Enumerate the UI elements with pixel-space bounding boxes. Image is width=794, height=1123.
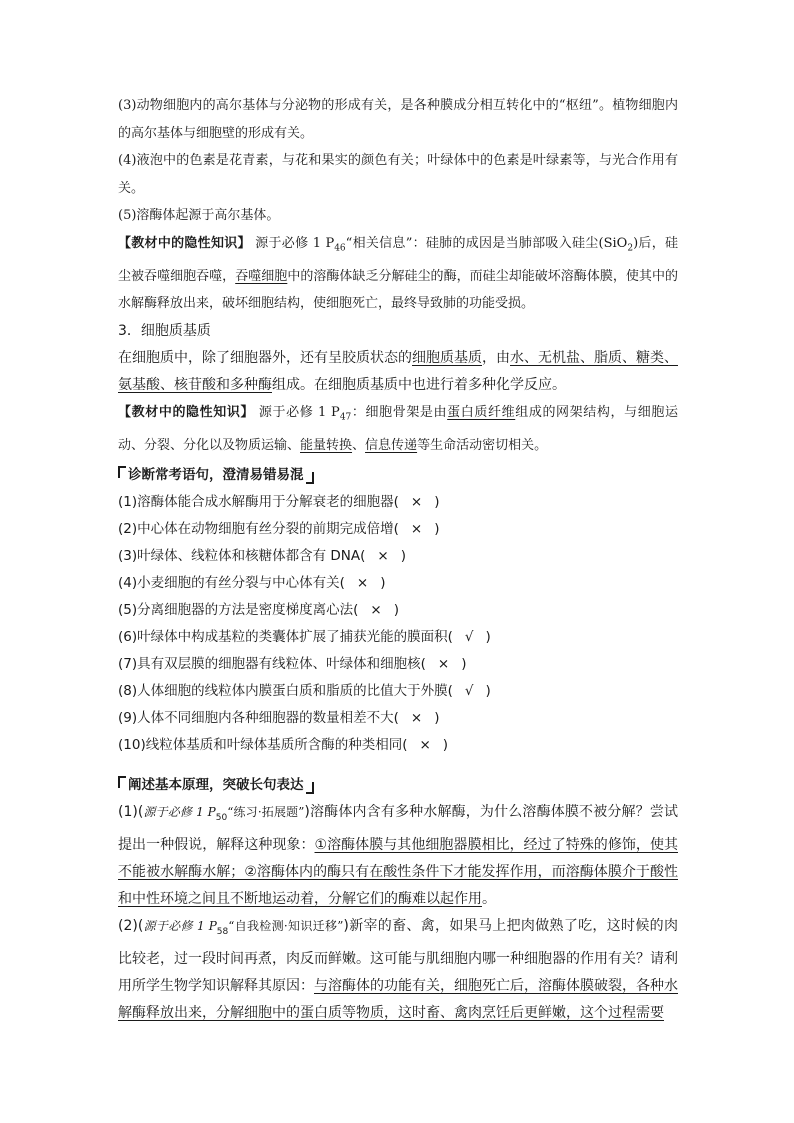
diagnosis-list: [118, 489, 678, 759]
explain-section-title: 阐述基本原理，突破长句表达: [118, 773, 314, 797]
hidden-knowledge-1: 【教材中的隐性知识】 源于必修 1 $P_{46}“$相关信息”：硅肺的成因是当肺部吸入硅尘(SiO$_2$)后，硅尘被吞噬细胞吞噬，吞噬细胞中的溶酶体缺乏分解硅尘的酶，而硅尘却能破坏溶酶体膜，使其中的水解酶释放出来，破坏细胞结构，使细胞死亡，最终导致肺的功能受损。: [118, 235, 678, 312]
question-1: (1)(源于必修 1 $P_{50}“$练习·拓展题”)溶酶体内含有多种水解酶，为什么溶酶体膜不被分解？尝试提出一种假说，解释这种现象：①溶酶体膜与其他细胞器膜相比，经过了特殊的修饰，使其不能被水解酶水解；②溶酶体内的酶只有在酸性条件下才能发挥作用，而溶酶体膜介于酸性和中性环境之间且不断地运动着，分解它们的酶难以起作用。: [118, 804, 678, 907]
page-content: [118, 92, 678, 1027]
list-item: (9)人体不同细胞内各种细胞器的数量相差不大( × ): [118, 710, 440, 727]
list-item: (5)分离细胞器的方法是密度梯度离心法( × ): [118, 602, 399, 619]
section-3-heading: 3．细胞质基质: [118, 322, 211, 339]
paragraph-4: (4)液泡中的色素是花青素，与花和果实的颜色有关；叶绿体中的色素是叶绿素等，与光合作用有关。: [118, 153, 678, 196]
list-item: (1)溶酶体能合成水解酶用于分解衰老的细胞器( × ): [118, 494, 440, 511]
list-item: (3)叶绿体、线粒体和核糖体都含有 DNA( × ): [118, 548, 407, 565]
list-item: (7)具有双层膜的细胞器有线粒体、叶绿体和细胞核( × ): [118, 656, 467, 673]
list-item: (10)线粒体基质和叶绿体基质所含酶的种类相同( × ): [118, 737, 449, 754]
question-2: (2)(源于必修 1 $P_{58}“$自我检测·知识迁移”)新宰的畜、禽，如果马上把肉做熟了吃，这时候的肉比较老，过一段时间再煮，肉反而鲜嫩。这可能与肌细胞内哪一种细胞器的作用有关？请利用所学生物学知识解释其原因：与溶酶体的功能有关，细胞死亡后，溶酶体膜破裂，各种水解酶释放出来，分解细胞中的蛋白质等物质，这时畜、禽肉烹饪后更鲜嫩，这个过程需要: [118, 917, 678, 1021]
hidden-knowledge-2: 【教材中的隐性知识】 源于必修 1 $P_{47}$：细胞骨架是由蛋白质纤维组成的网架结构，与细胞运动、分裂、分化以及物质运输、能量转换、信息传递等生命活动密切相关。: [118, 404, 678, 453]
list-item: (6)叶绿体中构成基粒的类囊体扩展了捕获光能的膜面积( √ ): [118, 629, 491, 646]
list-item: (2)中心体在动物细胞有丝分裂的前期完成倍增( × ): [118, 521, 440, 538]
list-item: (8)人体细胞的线粒体内膜蛋白质和脂质的比值大于外膜( √ ): [118, 683, 491, 700]
answer-1: ①溶酶体膜与其他细胞器膜相比，经过了特殊的修饰，使其不能被水解酶水解；②溶酶体内的酶只有在酸性条件下才能发挥作用，而溶酶体膜介于酸性和中性环境之间且不断地运动着，分解它们的酶难以起作用: [118, 836, 678, 907]
paragraph-3: (3)动物细胞内的高尔基体与分泌物的形成有关，是各种膜成分相互转化中的“枢纽”。植物细胞内的高尔基体与细胞壁的形成有关。: [118, 98, 678, 141]
list-item: (4)小麦细胞的有丝分裂与中心体有关( × ): [118, 575, 386, 592]
diagnosis-section-title: 诊断常考语句，澄清易错易混: [118, 463, 314, 487]
section-3-body: 在细胞质中，除了细胞器外，还有呈胶质状态的细胞质基质，由水、无机盐、脂质、糖类、氨基酸、核苷酸和多种酶组成。在细胞质基质中也进行着多种化学反应。: [118, 349, 678, 393]
paragraph-5: (5)溶酶体起源于高尔基体。: [118, 208, 280, 223]
answer-2: 与溶酶体的功能有关，细胞死亡后，溶酶体膜破裂，各种水解酶释放出来，分解细胞中的蛋白质等物质，这时畜、禽肉烹饪后更鲜嫩，这个过程需要: [118, 977, 678, 1021]
hidden-knowledge-tag: 【教材中的隐性知识】: [118, 235, 251, 251]
